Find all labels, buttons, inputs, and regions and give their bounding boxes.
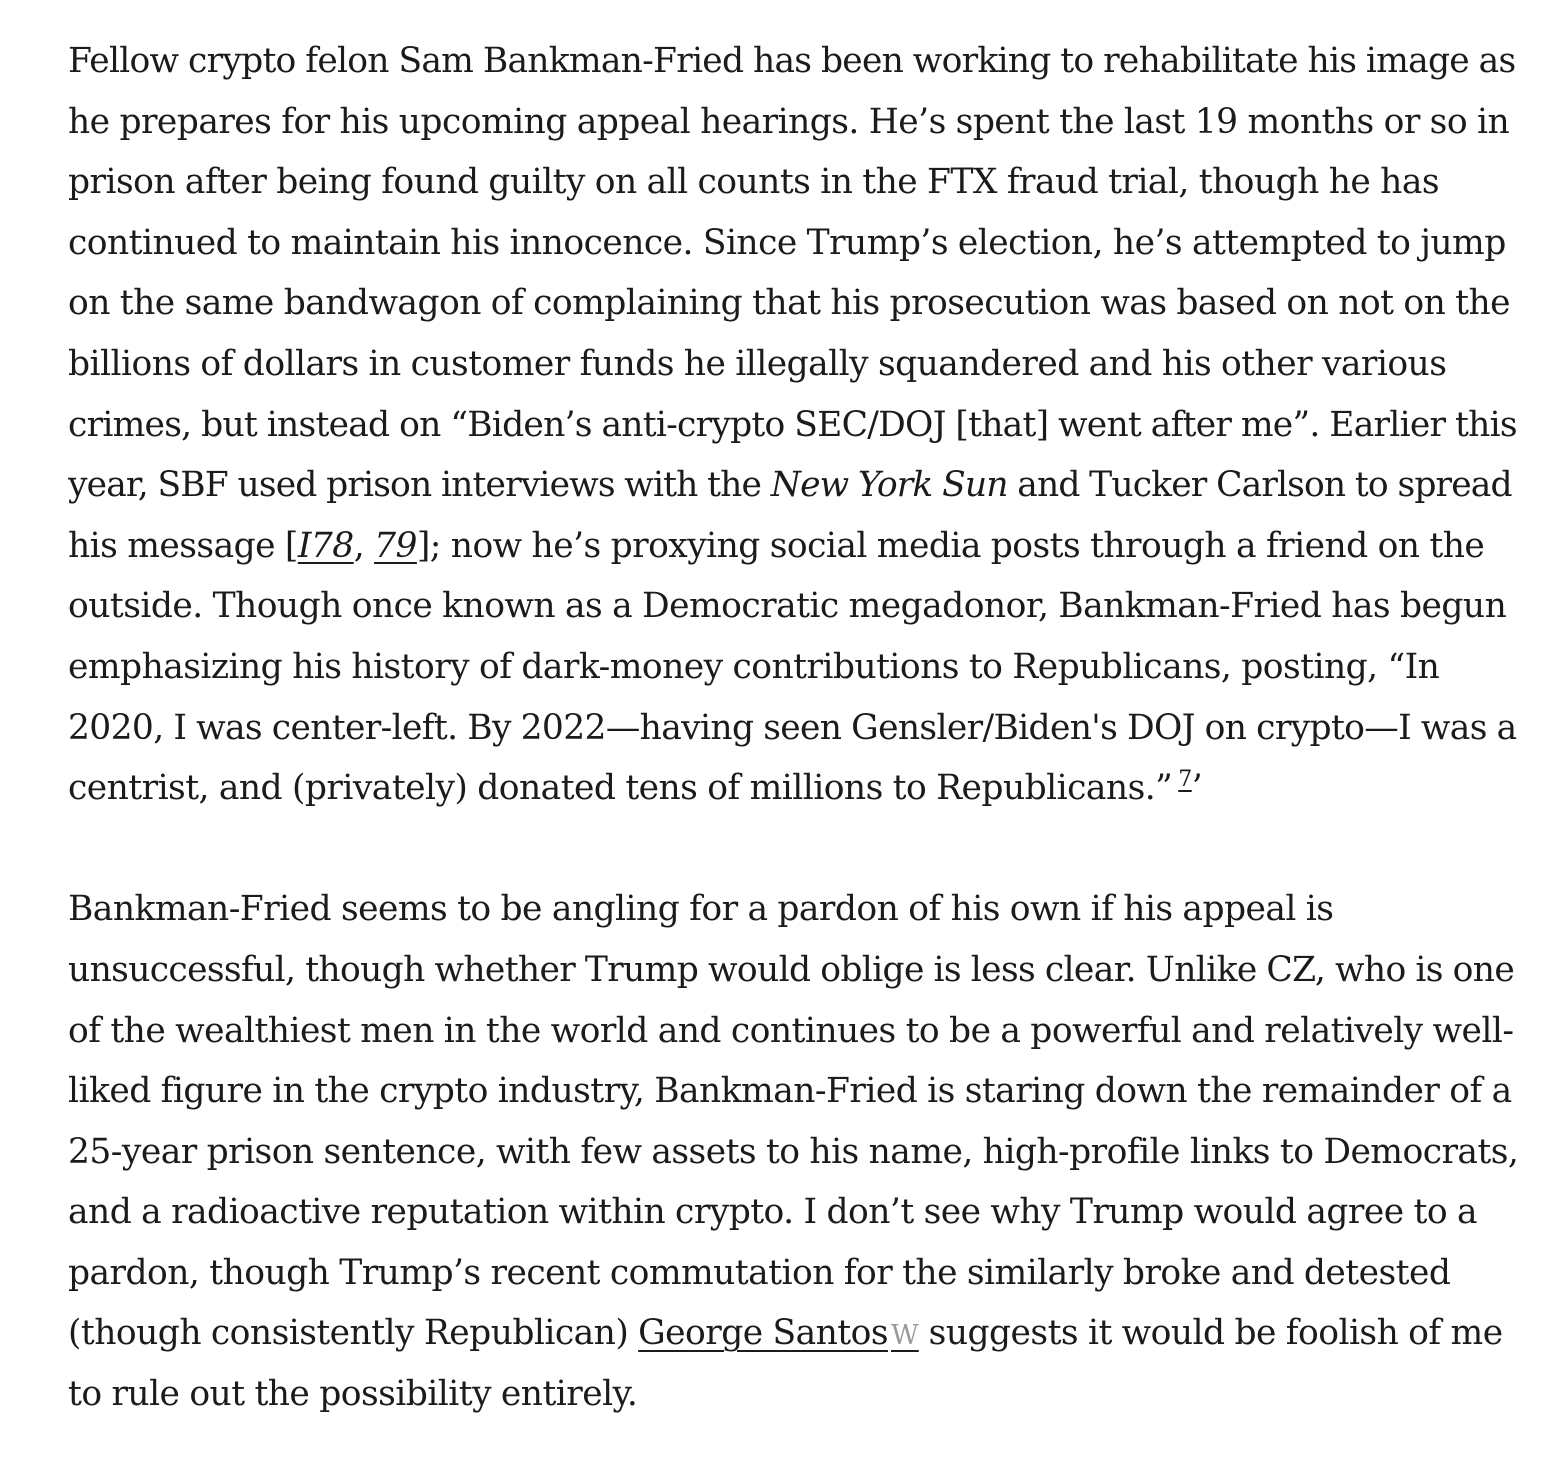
text-line — [68, 758, 1518, 819]
citation-link-79[interactable]: 79 — [374, 525, 417, 566]
text-line: unsuccessful, though whether Trump would oblige is less clear. Unlike CZ, who is one — [68, 949, 1515, 990]
article-body — [68, 31, 1518, 1425]
text-line: liked figure in the crypto industry, Bankman-Fried is staring down the remainder of a — [68, 1071, 1512, 1112]
text-line: 2020, I was center-left. By 2022—having seen Gensler/Biden's DOJ on crypto—I was a — [68, 707, 1517, 748]
text-line: crimes, but instead on “Biden’s anti-crypto SEC/DOJ [that] went after me”. Earlier this — [68, 404, 1517, 445]
text-segment: (though consistently Republican) — [68, 1313, 639, 1354]
text-line: emphasizing his history of dark-money contributions to Republicans, posting, “In — [68, 646, 1440, 687]
footnote-link-7[interactable]: 7 — [1178, 767, 1192, 793]
paragraph-sbf-rehabilitation — [68, 31, 1518, 819]
text-line: he prepares for his upcoming appeal hearings. He’s spent the last 19 months or so in — [68, 101, 1510, 142]
text-segment: his message [ — [68, 525, 298, 566]
paragraph-sbf-pardon — [68, 879, 1518, 1424]
text-segment: , — [353, 525, 375, 566]
text-line: Bankman-Fried seems to be angling for a pardon of his own if his appeal is — [68, 889, 1334, 930]
text-segment: ]; now he’s proxying social media posts through a friend on the — [416, 525, 1485, 566]
text-line: to rule out the possibility entirely. — [68, 1374, 638, 1415]
publication-name: New York Sun — [770, 465, 1008, 506]
text-segment: year, SBF used prison interviews with the — [68, 465, 771, 506]
text-line: and a radioactive reputation within crypto. I don’t see why Trump would agree to a — [68, 1192, 1477, 1233]
text-line: of the wealthiest men in the world and continues to be a powerful and relatively well- — [68, 1010, 1514, 1051]
text-segment: centrist, and (privately) donated tens of millions to Republicans.” — [68, 768, 1173, 809]
text-line — [68, 455, 1518, 516]
text-segment: suggests it would be foolish of me — [918, 1313, 1503, 1354]
text-line: Fellow crypto felon Sam Bankman-Fried has been working to rehabilitate his image as — [68, 41, 1516, 81]
citation-link-i78[interactable]: I78 — [297, 525, 354, 566]
wikipedia-link-label: George Santos — [638, 1313, 888, 1354]
text-segment: and Tucker Carlson to spread — [1007, 465, 1512, 506]
text-line: billions of dollars in customer funds he illegally squandered and his other various — [68, 343, 1447, 384]
text-line — [68, 1303, 1518, 1364]
text-line — [68, 516, 1518, 577]
text-line: 25-year prison sentence, with few assets to his name, high-profile links to Democrats, — [68, 1131, 1519, 1172]
text-line: on the same bandwagon of complaining that his prosecution was based on not on the — [68, 283, 1511, 324]
text-line: prison after being found guilty on all counts in the FTX fraud trial, though he has — [68, 162, 1439, 203]
wikipedia-link-george-santos[interactable] — [638, 1313, 919, 1353]
text-line: pardon, though Trump’s recent commutation for the similarly broke and detested — [68, 1252, 1451, 1293]
wikipedia-icon: W — [890, 1320, 919, 1352]
text-line: continued to maintain his innocence. Since Trump’s election, he’s attempted to jump — [68, 222, 1506, 263]
text-segment: ’ — [1191, 768, 1203, 809]
text-line: outside. Though once known as a Democratic megadonor, Bankman-Fried has begun — [68, 586, 1507, 627]
